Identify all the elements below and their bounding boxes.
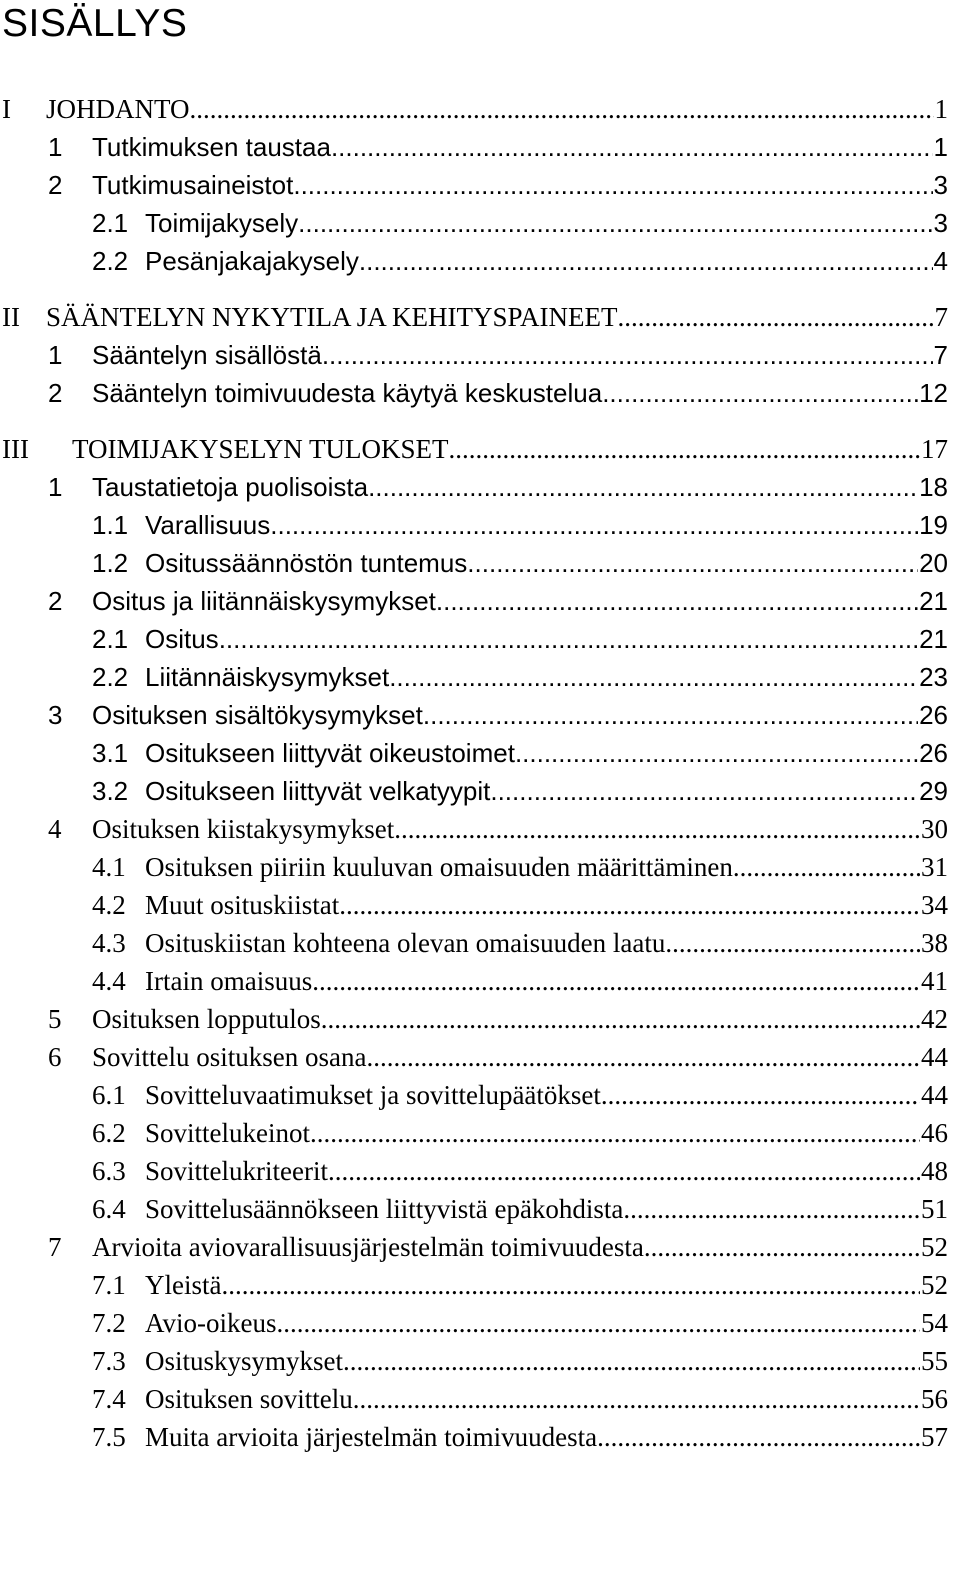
toc-entry-number: 4.1: [92, 852, 126, 882]
toc-entry-label: Sovitteluvaatimukset ja sovittelupäätökset: [145, 1080, 601, 1110]
dot-leader: [368, 468, 918, 506]
toc-entry-label: Osituksen sovittelu: [145, 1384, 353, 1414]
toc-entry-label: Sääntelyn toimivuudesta käytyä keskustelua: [92, 378, 603, 408]
toc-entry-page: 26: [919, 738, 948, 768]
toc-entry-page: 48: [921, 1156, 948, 1186]
toc-entry-number: 7.2: [92, 1308, 126, 1338]
dot-leader: [321, 1000, 920, 1038]
toc-entry[interactable]: [0, 336, 960, 374]
toc-entry-label: Sovittelusäännökseen liittyvistä epäkohdista: [145, 1194, 624, 1224]
dot-leader: [733, 848, 920, 886]
toc-entry-number: 7.3: [92, 1346, 126, 1376]
toc-entry-number: 3.2: [92, 776, 129, 806]
toc-entry-label: Taustatietoja puolisoista: [92, 472, 369, 502]
dot-leader: [339, 886, 920, 924]
dot-leader: [394, 810, 920, 848]
toc-entry-number: 6.1: [92, 1080, 126, 1110]
toc-entry[interactable]: [0, 1114, 960, 1152]
toc-entry-label: Osituskysymykset: [145, 1346, 344, 1376]
toc-entry-label: Toimijakysely: [145, 208, 299, 238]
toc-entry-label: Osituksen kiistakysymykset: [92, 814, 395, 844]
toc-entry-label: Muita arvioita järjestelmän toimivuudesta: [145, 1422, 598, 1452]
toc-entry-number: III: [2, 434, 29, 464]
toc-entry-page: 23: [919, 662, 948, 692]
toc-entry-number: 6.2: [92, 1118, 126, 1148]
toc-entry-number: 1: [48, 340, 63, 370]
toc-entry-page: 30: [921, 814, 948, 844]
toc-entry-page: 34: [921, 890, 948, 920]
toc-entry-number: 7: [48, 1232, 62, 1262]
dot-leader: [322, 336, 933, 374]
toc-entry-label: Irtain omaisuus: [145, 966, 313, 996]
dot-leader: [328, 1152, 920, 1190]
toc-entry-page: 26: [919, 700, 948, 730]
dot-leader: [601, 1076, 920, 1114]
toc-entry[interactable]: [0, 1304, 960, 1342]
toc-entry-label: Ositukseen liittyvät velkatyypit: [145, 776, 491, 806]
toc-entry-number: 2.1: [92, 624, 129, 654]
toc-entry-page: 52: [921, 1232, 948, 1262]
toc-entry[interactable]: [0, 1266, 960, 1304]
toc-entry-page: 29: [919, 776, 948, 806]
toc-entry-number: I: [2, 94, 11, 124]
toc-entry[interactable]: [0, 1152, 960, 1190]
toc-entry-number: 4: [48, 814, 62, 844]
toc-entry-page: 42: [921, 1004, 948, 1034]
toc-entry-number: 6: [48, 1042, 62, 1072]
toc-entry-label: Osituksen sisältökysymykset: [92, 700, 423, 730]
toc-entry[interactable]: [0, 620, 960, 658]
dot-leader: [343, 1342, 920, 1380]
dot-leader: [312, 962, 920, 1000]
dot-leader: [298, 204, 932, 242]
toc-entry-number: 6.4: [92, 1194, 126, 1224]
dot-leader: [293, 166, 932, 204]
toc-entry-label: Tutkimusaineistot: [92, 170, 294, 200]
toc-entry-label: Avio-oikeus: [145, 1308, 277, 1338]
toc-entry-page: 57: [921, 1422, 948, 1452]
toc-entry-page: 17: [921, 434, 948, 464]
toc-entry[interactable]: [0, 1380, 960, 1418]
toc-entry-label: JOHDANTO: [46, 94, 190, 124]
toc-entry-page: 1: [933, 132, 948, 162]
toc-entry-label: Muut osituskiistat: [145, 890, 340, 920]
toc-entry-label: Arvioita aviovarallisuusjärjestelmän toimivuudesta: [92, 1232, 644, 1262]
dot-leader: [221, 1266, 920, 1304]
toc-entry-number: 5: [48, 1004, 62, 1034]
toc-entry-page: 19: [919, 510, 948, 540]
toc-entry[interactable]: [0, 734, 960, 772]
toc-entry-page: 21: [919, 624, 948, 654]
toc-entry[interactable]: [0, 848, 960, 886]
toc-entry-label: SÄÄNTELYN NYKYTILA JA KEHITYSPAINEET: [46, 302, 618, 332]
dot-leader: [644, 1228, 920, 1266]
toc-entry-page: 56: [921, 1384, 948, 1414]
dot-leader: [359, 242, 933, 280]
toc-entry-label: Osituskiistan kohteena olevan omaisuuden laatu: [145, 928, 666, 958]
dot-leader: [602, 374, 918, 412]
toc-entry-page: 7: [934, 302, 948, 332]
toc-entry-number: II: [2, 302, 20, 332]
toc-entry-page: 55: [921, 1346, 948, 1376]
toc-entry-label: Tutkimuksen taustaa: [92, 132, 331, 162]
toc-entry-label: Yleistä: [145, 1270, 222, 1300]
toc-entry[interactable]: [0, 696, 960, 734]
dot-leader: [190, 90, 934, 128]
toc-entry-label: Sääntelyn sisällöstä: [92, 340, 322, 370]
toc-entry[interactable]: [0, 772, 960, 810]
dot-leader: [515, 734, 918, 772]
dot-leader: [389, 658, 918, 696]
toc-entry-number: 4.3: [92, 928, 126, 958]
dot-leader: [276, 1304, 920, 1342]
toc-entry-number: 1.2: [92, 548, 129, 578]
toc-entry-label: Ositus: [145, 624, 219, 654]
dot-leader: [449, 430, 920, 468]
toc-entry[interactable]: [0, 962, 960, 1000]
toc-entry-page: 1: [934, 94, 948, 124]
toc-entry[interactable]: [0, 658, 960, 696]
toc-entry[interactable]: [0, 242, 960, 280]
toc-entry[interactable]: [0, 544, 960, 582]
toc-entry[interactable]: [0, 374, 960, 412]
toc-entry[interactable]: [0, 90, 960, 128]
toc-entry-number: 2.2: [92, 662, 129, 692]
toc-entry[interactable]: [0, 1000, 960, 1038]
dot-leader: [490, 772, 918, 810]
toc-entry-page: 18: [919, 472, 948, 502]
toc-entry[interactable]: [0, 506, 960, 544]
dot-leader: [467, 544, 918, 582]
dot-leader: [623, 1190, 920, 1228]
toc-entry-number: 1.1: [92, 510, 129, 540]
toc-entry[interactable]: [0, 1342, 960, 1380]
toc-entry[interactable]: [0, 924, 960, 962]
toc-entry-page: 3: [933, 170, 948, 200]
dot-leader: [353, 1380, 920, 1418]
toc-entry-label: TOIMIJAKYSELYN TULOKSET: [72, 434, 449, 464]
toc-entry-page: 41: [921, 966, 948, 996]
dot-leader: [436, 582, 918, 620]
toc-entry[interactable]: [0, 298, 960, 336]
toc-entry-label: Ositus ja liitännäiskysymykset: [92, 586, 436, 616]
toc-entry-number: 7.5: [92, 1422, 126, 1452]
toc-entry-number: 3: [48, 700, 63, 730]
toc-entry-label: Liitännäiskysymykset: [145, 662, 390, 692]
toc-entry-page: 4: [933, 246, 948, 276]
toc-entry[interactable]: [0, 1076, 960, 1114]
toc-entry-label: Osituksen piiriin kuuluvan omaisuuden määrittäminen: [145, 852, 733, 882]
toc-entry-number: 3.1: [92, 738, 129, 768]
toc-entry-label: Varallisuus: [145, 510, 271, 540]
toc-entry-number: 2.2: [92, 246, 129, 276]
toc-entry-page: 38: [921, 928, 948, 958]
toc-entry-number: 1: [48, 132, 63, 162]
toc-entry[interactable]: [0, 1190, 960, 1228]
toc-entry-number: 2.1: [92, 208, 129, 238]
toc-entry-page: 21: [919, 586, 948, 616]
toc-entry-label: Osituksen lopputulos: [92, 1004, 321, 1034]
toc-entry[interactable]: [0, 582, 960, 620]
dot-leader: [219, 620, 918, 658]
dot-leader: [423, 696, 918, 734]
dot-leader: [331, 128, 933, 166]
toc-entry-number: 1: [48, 472, 63, 502]
toc-entry-page: 31: [921, 852, 948, 882]
toc-entry[interactable]: [0, 204, 960, 242]
toc-entry-page: 46: [921, 1118, 948, 1148]
toc-entry-number: 2: [48, 170, 63, 200]
toc-entry-page: 52: [921, 1270, 948, 1300]
toc-entry-page: 51: [921, 1194, 948, 1224]
toc-entry-number: 4.4: [92, 966, 126, 996]
dot-leader: [618, 298, 934, 336]
toc-entry-number: 4.2: [92, 890, 126, 920]
toc-entry-label: Ositussäännöstön tuntemus: [145, 548, 468, 578]
toc-entry[interactable]: [0, 886, 960, 924]
toc-entry[interactable]: [0, 1228, 960, 1266]
toc-entry[interactable]: [0, 128, 960, 166]
toc-entry-number: 2: [48, 586, 63, 616]
dot-leader: [310, 1114, 920, 1152]
toc-entry-label: Sovittelukeinot: [145, 1118, 310, 1148]
toc-entry-page: 44: [921, 1042, 948, 1072]
toc-entry-page: 20: [919, 548, 948, 578]
toc-entry-label: Ositukseen liittyvät oikeustoimet: [145, 738, 515, 768]
toc-entry[interactable]: [0, 1038, 960, 1076]
toc-entry[interactable]: [0, 430, 960, 468]
toc-entry-page: 44: [921, 1080, 948, 1110]
dot-leader: [366, 1038, 920, 1076]
dot-leader: [270, 506, 918, 544]
toc-entry-page: 7: [933, 340, 948, 370]
dot-leader: [665, 924, 920, 962]
toc-entry[interactable]: [0, 810, 960, 848]
toc-entry[interactable]: [0, 166, 960, 204]
toc-entry-label: Pesänjakajakysely: [145, 246, 359, 276]
toc-entry-label: Sovittelu osituksen osana: [92, 1042, 367, 1072]
toc-entry-page: 3: [933, 208, 948, 238]
page-title: SISÄLLYS: [2, 2, 188, 45]
toc-entry[interactable]: [0, 1418, 960, 1456]
toc-entry-page: 12: [919, 378, 948, 408]
toc-entry-number: 2: [48, 378, 63, 408]
dot-leader: [597, 1418, 920, 1456]
toc-entry-number: 7.4: [92, 1384, 126, 1414]
toc-entry-number: 6.3: [92, 1156, 126, 1186]
toc-entry-page: 54: [921, 1308, 948, 1338]
toc-entry-number: 7.1: [92, 1270, 126, 1300]
toc-entry-label: Sovittelukriteerit: [145, 1156, 328, 1186]
toc-entry[interactable]: [0, 468, 960, 506]
